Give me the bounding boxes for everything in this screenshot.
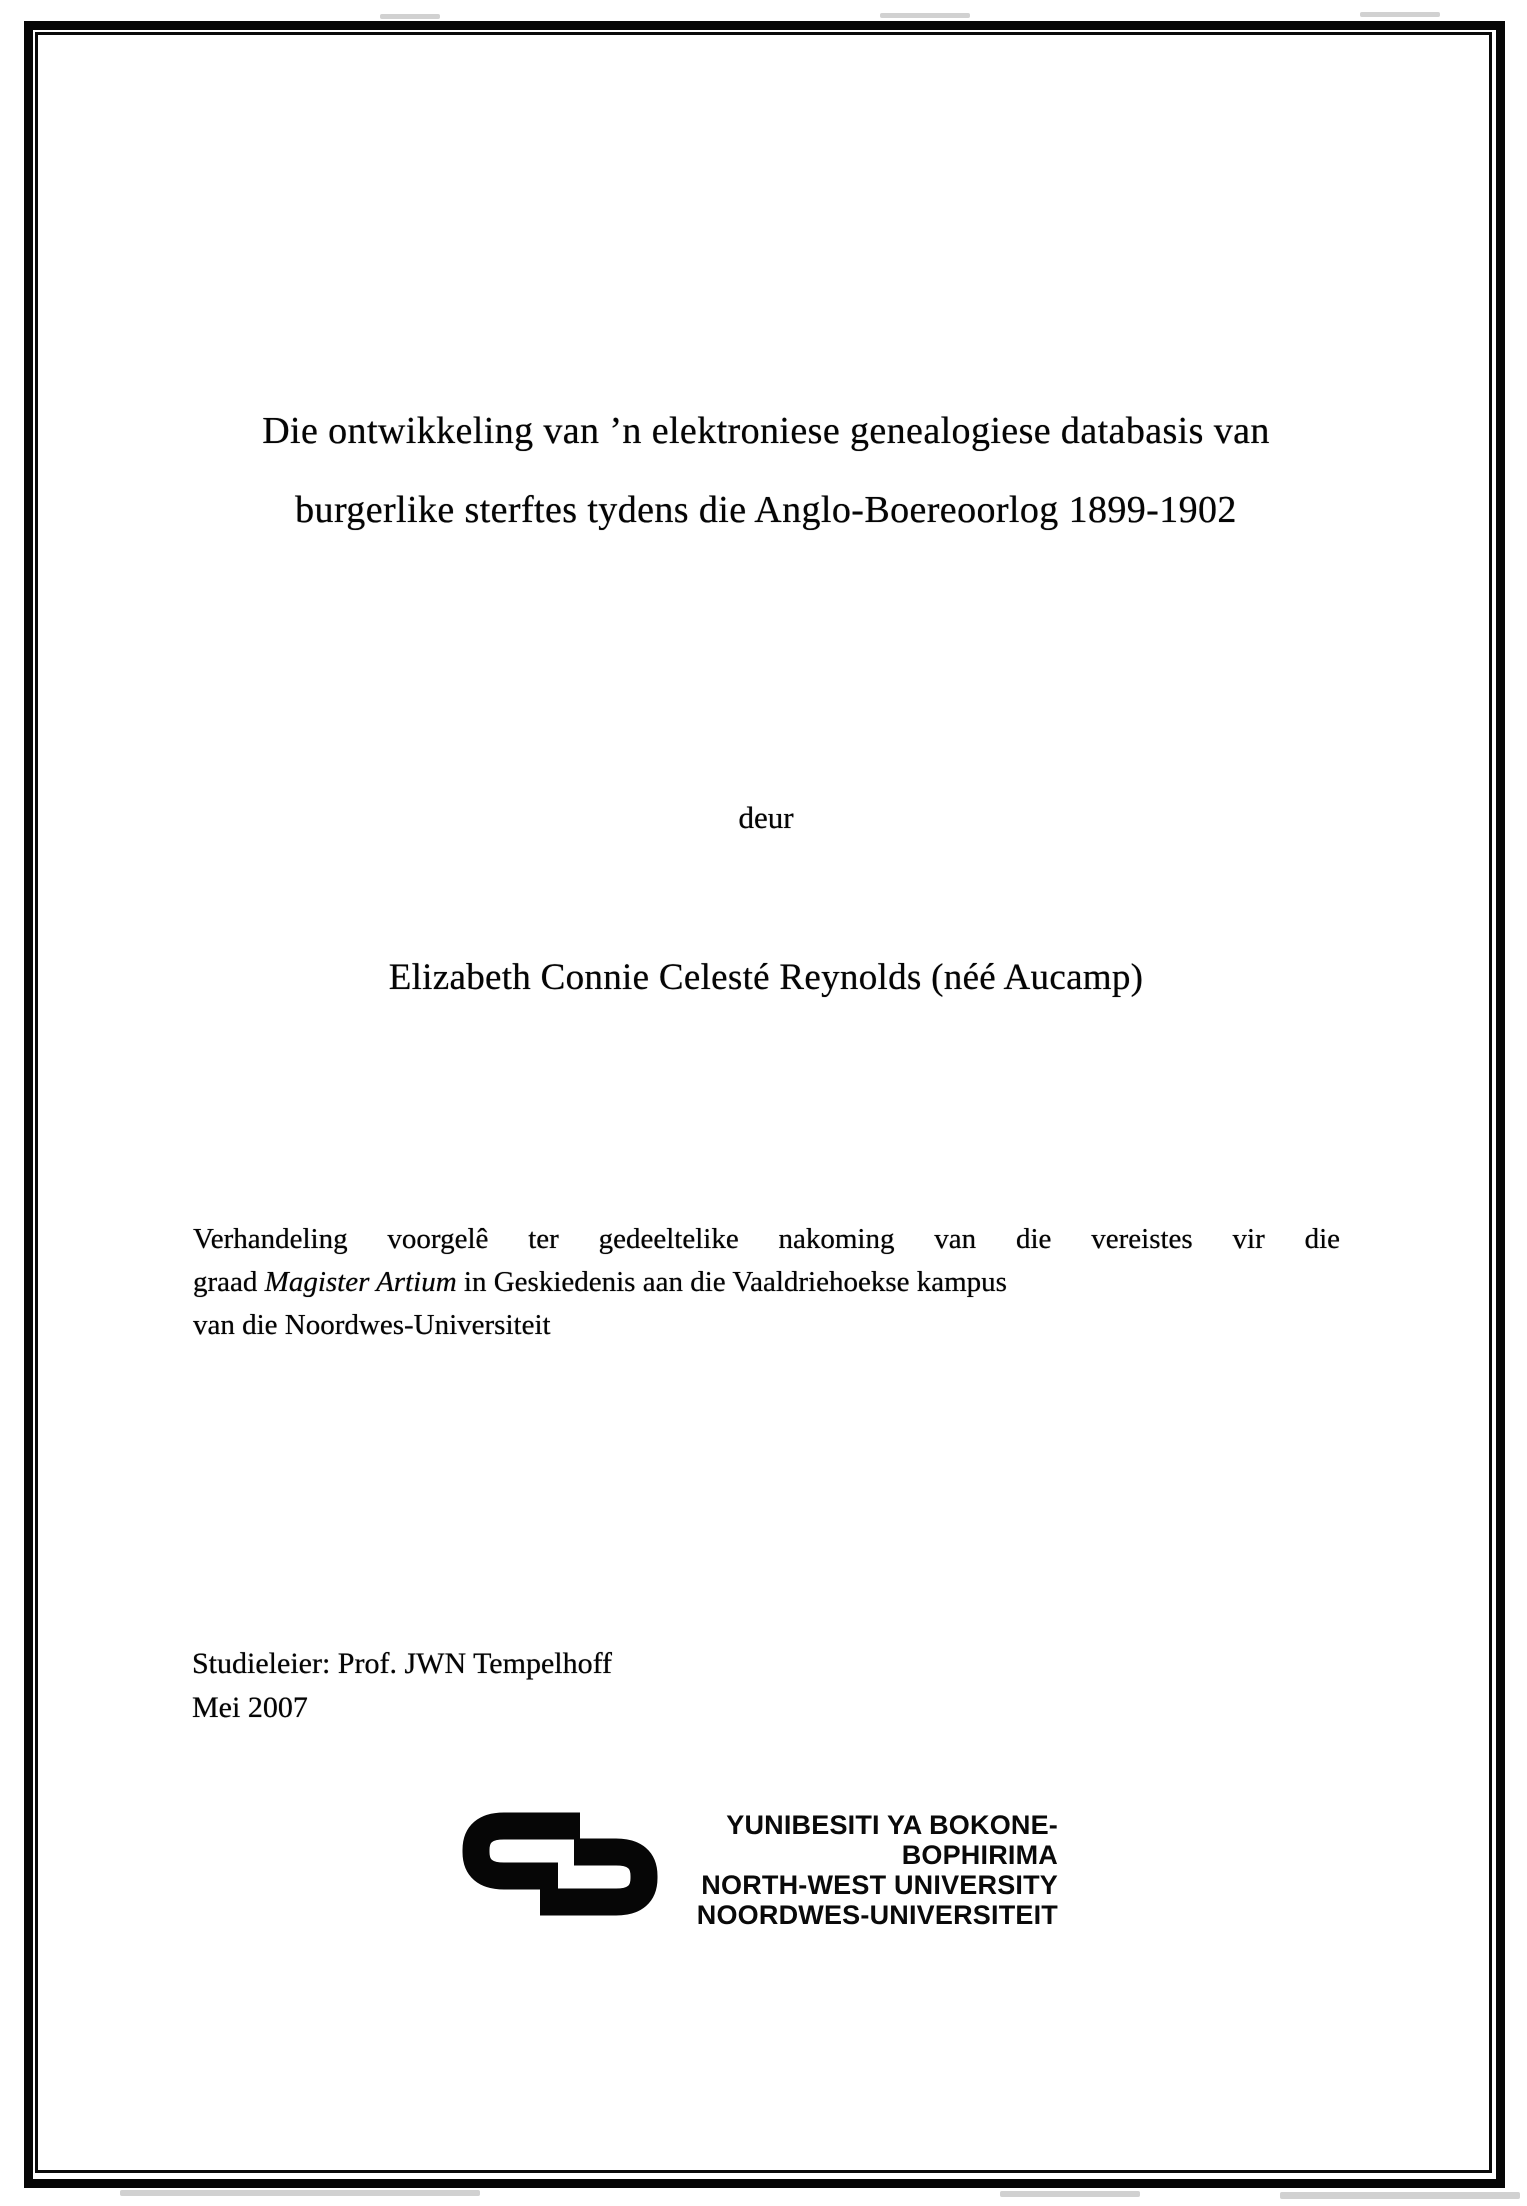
thesis-title-line1: Die ontwikkeling van ’n elektroniese genealogiese databasis van xyxy=(262,410,1270,452)
thesis-title-line2: burgerlike sterftes tydens die Anglo-Boereoorlog 1899-1902 xyxy=(295,489,1237,531)
statement-line1: Verhandeling voorgelê ter gedeeltelike nakoming van die vereistes vir die xyxy=(193,1223,1340,1255)
scan-artifact xyxy=(120,2190,480,2196)
logo-line-setswana: YUNIBESITI YA BOKONE-BOPHIRIMA xyxy=(726,1810,1058,1870)
degree-name-italic: Magister Artium xyxy=(264,1266,457,1298)
statement-line2-pre: graad xyxy=(193,1266,265,1298)
university-logo xyxy=(462,1806,1062,1936)
scan-artifact xyxy=(1360,12,1440,17)
date-line: Mei 2007 xyxy=(192,1691,308,1724)
author-name: Elizabeth Connie Celesté Reynolds (néé Aucamp) xyxy=(388,957,1144,998)
statement-line2 xyxy=(193,1261,1340,1304)
statement-line3: van die Noordwes-Universiteit xyxy=(193,1309,551,1341)
byline-label: deur xyxy=(738,800,794,835)
scan-artifact xyxy=(380,14,440,19)
statement-line2-post: in Geskiedenis aan die Vaaldriehoekse kampus xyxy=(456,1266,1007,1298)
scan-artifact xyxy=(1000,2191,1140,2197)
logo-line-english: NORTH-WEST UNIVERSITY xyxy=(701,1870,1058,1900)
scan-artifact xyxy=(880,13,970,18)
scan-artifact xyxy=(1280,2192,1520,2199)
supervisor-block xyxy=(192,1642,612,1730)
thesis-title xyxy=(190,392,1342,550)
supervisor-line: Studieleier: Prof. JWN Tempelhoff xyxy=(192,1647,613,1680)
university-logo-text xyxy=(570,1810,1058,1930)
thesis-statement xyxy=(193,1218,1340,1347)
logo-line-afrikaans: NOORDWES-UNIVERSITEIT xyxy=(696,1900,1058,1930)
